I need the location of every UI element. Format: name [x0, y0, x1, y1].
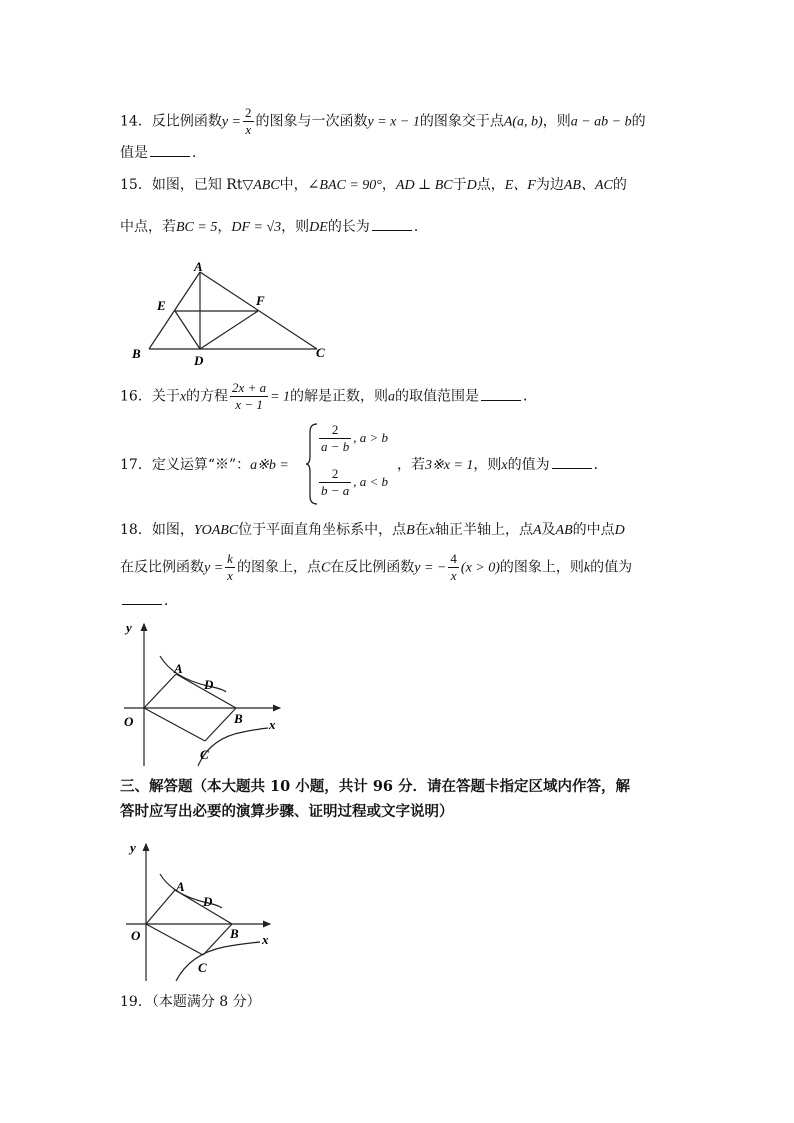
q18-coordinate-figure	[118, 616, 288, 776]
label-y: y	[130, 840, 136, 855]
label-c: C	[316, 345, 325, 360]
q14-line2: 值是 ．	[120, 145, 206, 161]
q17-line: 17．定义运算“※”：a※b =	[120, 457, 289, 473]
curve-k-over-x	[160, 874, 222, 908]
side-cb	[205, 708, 236, 741]
label-c: C	[198, 960, 207, 975]
side-cb	[203, 924, 232, 955]
answer-blank	[372, 218, 412, 231]
label-c: C	[200, 747, 209, 762]
q15-line1: 15．如图，已知 Rt▽ABC中，∠BAC = 90°，AD ⊥ BC于D点，E、F为边AB、AC的	[120, 177, 627, 193]
segment-fd	[200, 311, 258, 349]
section3-heading-line1: 三、解答题（本大题共 10 小题，共计 96 分．请在答题卡指定区域内作答，解	[120, 778, 631, 795]
segment-ed	[175, 311, 200, 349]
label-b: B	[132, 346, 141, 361]
label-e: E	[157, 298, 166, 313]
q14-fraction: $\frac{2}{x}$	[245, 105, 252, 137]
section3-heading-line2: 答时应写出必要的演算步骤、证明过程或文字说明）	[120, 803, 454, 820]
label-f: F	[256, 293, 265, 308]
side-oa	[146, 890, 175, 924]
answer-blank	[552, 456, 592, 469]
label-b: B	[230, 926, 239, 941]
q17-case1: $\frac{2}{a - b}$ , a > b	[321, 422, 389, 454]
q14-line1: 14．反比例函数y = $\frac{2}{x}$ 的图象与一次函数y = x − 1的图象交于点A(a, b)，则a − ab − b的	[120, 105, 646, 137]
q18-line1: 18．如图，YOABC位于平面直角坐标系中，点B在x轴正半轴上，点A及AB的中点D	[120, 522, 625, 538]
side-oc	[144, 708, 205, 741]
label-x: x	[262, 932, 269, 947]
label-o: O	[131, 928, 141, 943]
side-oa	[144, 674, 176, 708]
q15-triangle-figure	[120, 255, 330, 367]
curve-k-over-x	[160, 656, 226, 692]
label-d: D	[194, 353, 204, 367]
q17-line-tail: ，若3※x = 1，则x的值为 ．	[397, 457, 608, 473]
label-y: y	[126, 620, 132, 635]
q17-case2: $\frac{2}{b - a}$ , a < b	[321, 466, 389, 498]
label-a: A	[176, 879, 185, 894]
answer-blank	[122, 592, 162, 605]
section3-coordinate-figure	[120, 836, 280, 986]
q15-line2: 中点，若BC = 5，DF = √3，则DE的长为 ．	[120, 219, 428, 235]
label-b: B	[234, 711, 243, 726]
q16-line: 16．关于x的方程 $\frac{2x + a}{x - 1}$ = 1的解是正数，则a的取值范围是 ．	[120, 380, 538, 412]
label-o: O	[124, 714, 134, 729]
label-d: D	[204, 677, 214, 692]
q18-line3: ．	[120, 591, 178, 611]
answer-blank	[150, 144, 190, 157]
q18-line2: 在反比例函数y = $\frac{k}{x}$ 的图象上，点C在反比例函数y = − $\frac{4}{x}$ (x > 0)的图象上，则k的值为	[120, 551, 633, 583]
q19-heading: 19．（本题满分 8 分）	[120, 994, 261, 1010]
label-x: x	[269, 717, 276, 732]
label-d: D	[203, 894, 213, 909]
q16-fraction: $\frac{2x + a}{x - 1}$	[232, 380, 267, 412]
answer-blank	[481, 388, 521, 401]
label-a: A	[174, 661, 183, 676]
label-a: A	[194, 259, 203, 274]
side-oc	[146, 924, 203, 955]
